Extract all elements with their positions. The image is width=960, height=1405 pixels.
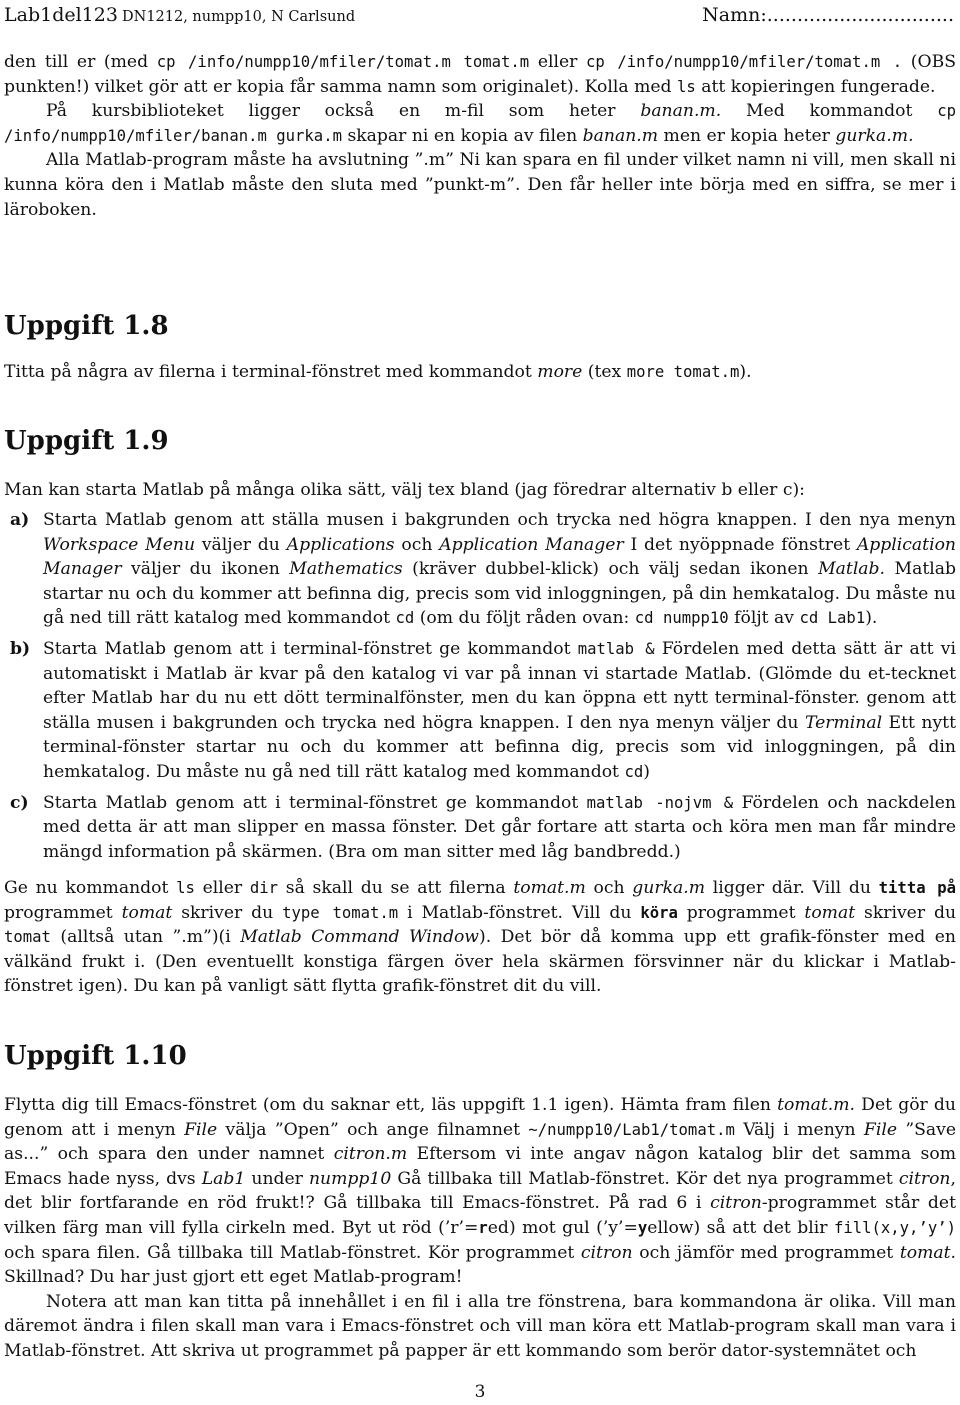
uppgift-1-9-after: Ge nu kommandot ls eller dir så skall du se att filerna tomat.m och gurka.m ligger där. Vill du titta på programmet tomat skriver du type tomat.m i Matlab-fönstret. Vill du köra programmet tomat skriver du tomat (alltså utan ”.m”)(i Matlab Command Window). Det bör då komma upp ett grafik-fönster med en välkänd frukt i. (Den eventuellt konstiga färgen över hela skärmen försvinner när du klickar i Matlab-fönstret igen). Du kan på vanligt sätt flytta grafik-fönstret dit du vill. (4, 878, 957, 997)
list-label-a: a) (10, 510, 30, 530)
uppgift-1-9-intro: Man kan starta Matlab på många olika sätt, välj tex bland (jag föredrar alternativ b eller c): (4, 480, 805, 500)
list-label-c: c) (10, 792, 29, 813)
uppgift-1-10-text (4, 1093, 956, 1364)
heading-uppgift-1-8: Uppgift 1.8 (4, 311, 169, 341)
uppgift-1-10-paragraph-1: Flytta dig till Emacs-fönstret (om du saknar ett, läs uppgift 1.1 igen). Hämta fram filen tomat.m. Det gör du genom att i menyn File välja ”Open” och ange filnamnet ~/numpp10/Lab1/tomat.m Välj i menyn File ”Save as...” och spara den under namnet citron.m Eftersom vi inte angav någon katalog blir det samma som Emacs hade nyss, dvs Lab1 under numpp10 Gå tillbaka till Matlab-fönstret. Kör det nya programmet citron, det blir fortfarande en röd frukt!? Gå tillbaka till Emacs-fönstret. På rad 6 i citron-programmet står det vilken färg man vill fylla cirkeln med. Byt ut röd (’r’=red) mot gul (’y’=yellow) så att det blir fill(x,y,’y’) och spara filen. Gå tillbaka till Matlab-fönstret. Kör programmet citron och jämför med programmet tomat. Skillnad? Du har just gjort ett eget Matlab-program! (4, 1095, 957, 1288)
doc-meta: DN1212, numpp10, N Carlsund (122, 9, 356, 25)
intro-section (4, 50, 956, 222)
intro-paragraph-suffix: Alla Matlab-program måste ha avslutning ”.m” Ni kan spara en fil under vilket namn ni vill, men skall ni kunna köra den i Matlab måste den sluta med ”punkt-m”. Den får heller inte börja med en siffra, se mer i läroboken. (4, 150, 956, 220)
list-item-c: c) Starta Matlab genom att i terminal-fönstret ge kommandot matlab -nojvm & Fördelen och nackdelen med detta är att man slipper en massa fönster. Det går fortare att starta och köra men man får mindre mängd information på skärmen. (Bra om man sitter med låg bandbredd.) (10, 792, 957, 862)
list-item-a: a) Starta Matlab genom att ställa musen i bakgrunden och trycka ned högra knappen. I den nya menyn Workspace Menu väljer du Applications och Application Manager I det nyöppnade fönstret Application Manager väljer du ikonen Mathematics (kräver dubbel-klick) och välj sedan ikonen Matlab. Matlab startar nu och du kommer att befinna dig, precis som vid inloggningen, på din hemkatalog. Du måste nu gå ned till rätt katalog med kommandot cd (om du följt råden ovan: cd numpp10 följt av cd Lab1). (10, 510, 957, 629)
start-options-list (4, 508, 956, 870)
heading-uppgift-1-10: Uppgift 1.10 (4, 1041, 187, 1071)
page-number: 3 (474, 1382, 486, 1402)
heading-uppgift-1-9: Uppgift 1.9 (4, 426, 169, 456)
page-header (4, 0, 956, 26)
name-field: Namn:............................... (702, 4, 954, 26)
intro-paragraph-banan: På kursbiblioteket ligger också en m-fil som heter banan.m. Med kommandot cp /info/numpp10/mfiler/banan.m gurka.m skapar ni en kopia av filen banan.m men er kopia heter gurka.m. (4, 101, 956, 146)
uppgift-1-10-paragraph-2: Notera att man kan titta på innehållet i en fil i alla tre fönstrena, bara kommandona är olika. Vill man däremot ändra i filen skall man vara i Emacs-fönstret och vill man köra ett Matlab-program skall man vara i Matlab-fönstret. Att skriva ut programmet på papper är ett kommando som berör dator-systemnätet och (4, 1291, 956, 1361)
doc-title: Lab1del123 (4, 4, 118, 26)
list-label-b: b) (10, 638, 31, 659)
list-item-b: b) Starta Matlab genom att i terminal-fönstret ge kommandot matlab & Fördelen med detta sätt är att vi automatiskt i Matlab är kvar på den katalog vi var på innan vi startade Matlab. (Glömde du et-tecknet efter Matlab har du nu ett dött terminalfönster, men du kan öppna ett nytt terminal-fönster. genom att ställa musen i bakgrunden och trycka ned högra knappen. I den nya menyn väljer du Terminal Ett nytt terminal-fönster startar nu och du kommer att befinna dig, precis som vid inloggningen, på din hemkatalog. Du måste nu gå ned till rätt katalog med kommandot cd) (10, 638, 956, 782)
intro-paragraph-copy: den till er (med cp /info/numpp10/mfiler/tomat.m tomat.m eller cp /info/numpp10/mfiler/tomat.m . (OBS punkten!) vilket gör att er kopia får samma namn som originalet). Kolla med ls att kopieringen fungerade. (4, 52, 957, 97)
uppgift-1-8-text: Titta på några av filerna i terminal-fönstret med kommandot more (tex more tomat.m). (4, 362, 752, 382)
